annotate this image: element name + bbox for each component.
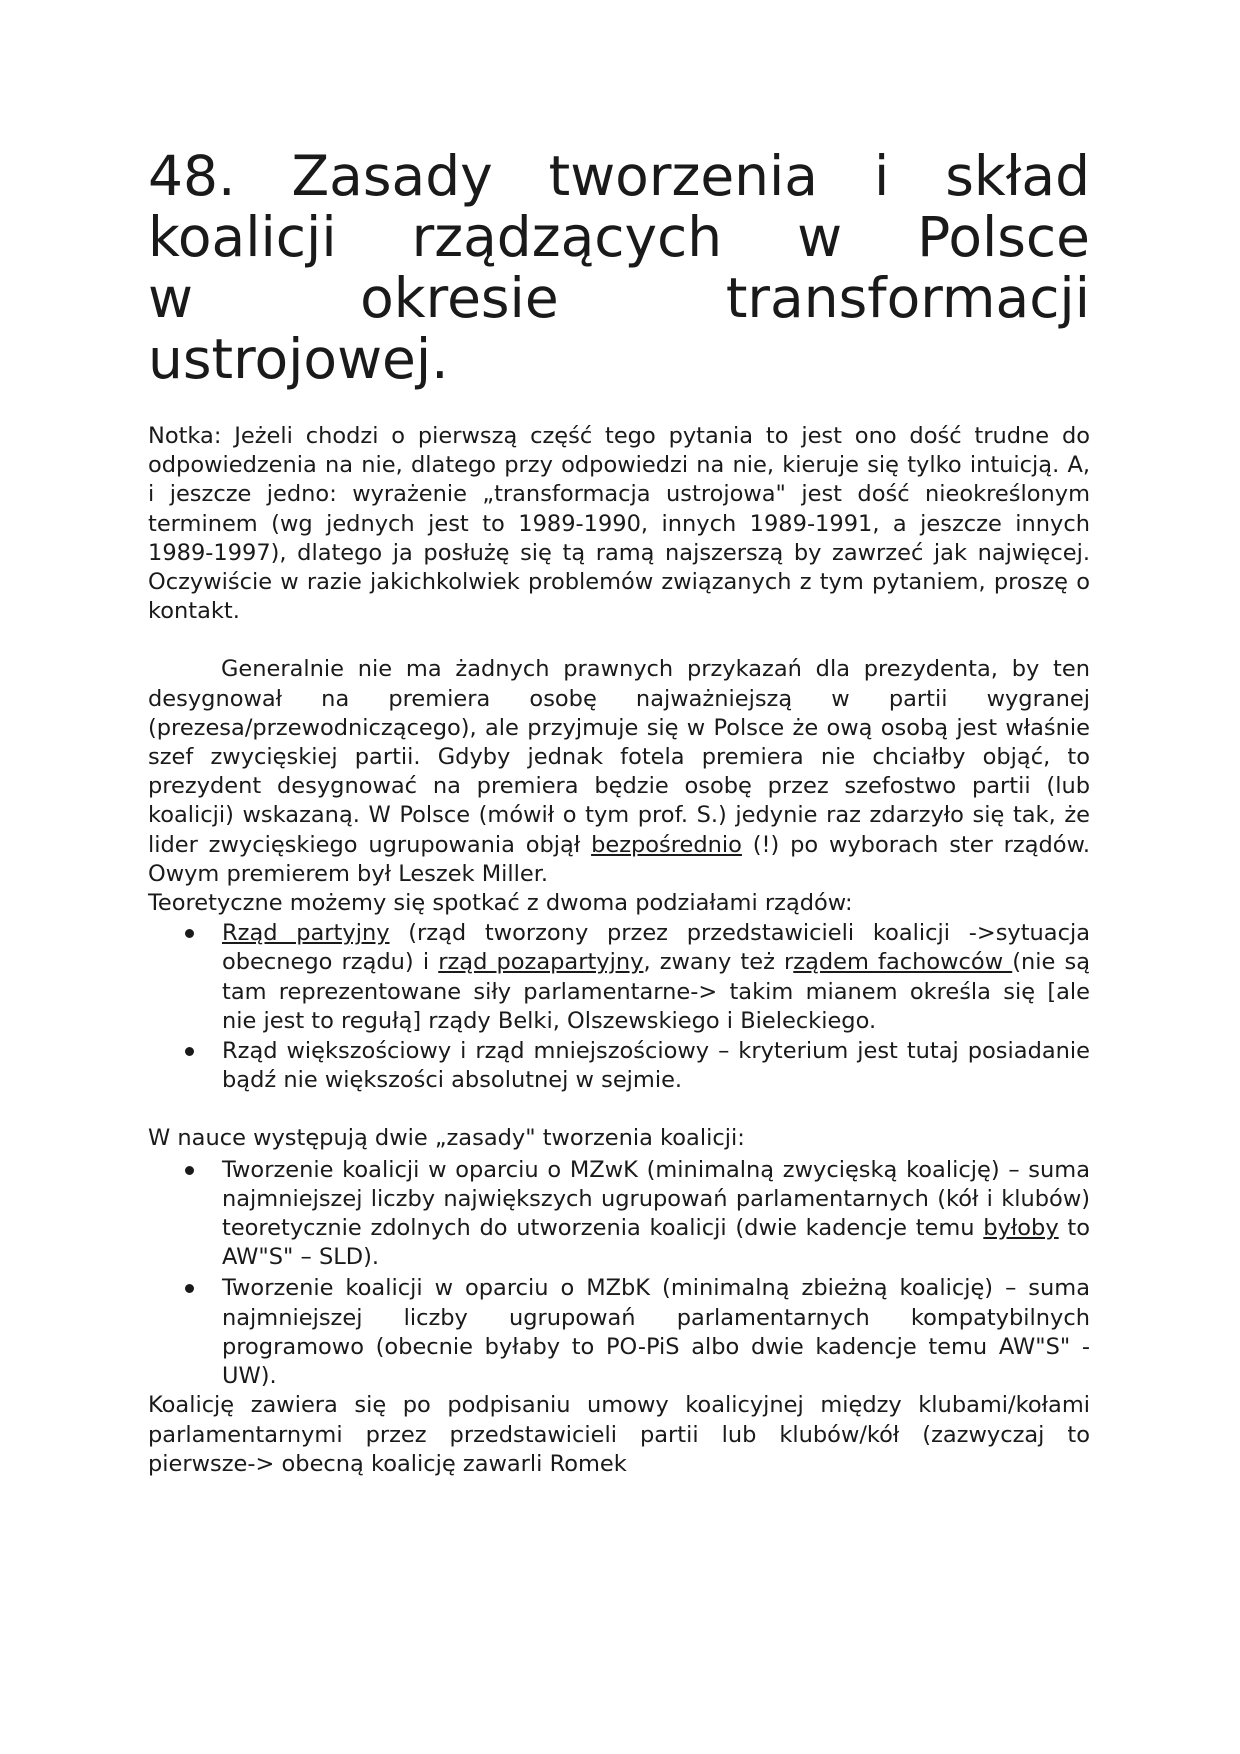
spacer xyxy=(148,1095,1090,1124)
document-page xyxy=(148,146,1090,1479)
title-line-1: 48. Zasady tworzenia i skład xyxy=(148,144,1090,208)
list-item xyxy=(222,1156,1090,1273)
list-item-text: Tworzenie koalicji w oparciu o MZwK (minimalną zwycięską koalicję) – suma najmniejszej liczby największych ugrupowań parlamentarnych (kół i klubów) teoretycznie zdolnych do utworzenia koalicji (dwie kadencje temu xyxy=(222,1156,1090,1242)
list-item-text: , zwany też r xyxy=(643,949,794,976)
list-item xyxy=(222,919,1090,1036)
title-line-2: koalicji rządzących w Polsce xyxy=(148,205,1090,269)
paragraph-president xyxy=(148,655,1090,889)
paragraph-principles: W nauce występują dwie „zasady" tworzenia koalicji: xyxy=(148,1125,745,1152)
list-item-text: (nie są tam reprezentowane siły parlamentarne-> takim mianem określa się [ale nie jest to regułą] rządy Belki, Olszewskiego i Bieleckiego. xyxy=(222,949,1091,1034)
underlined-rzad-pozapartyjny: rząd pozapartyjny xyxy=(438,949,644,976)
underlined-bezposrednio: bezpośrednio xyxy=(591,831,742,858)
paragraph-divisions: Teoretyczne możemy się spotkać z dwoma podziałami rządów: xyxy=(148,890,853,917)
title-line-4: ustrojowej. xyxy=(148,327,449,391)
list-item: Tworzenie koalicji w oparciu o MZbK (minimalną zbieżną koalicję) – suma najmniejszej liczby ugrupowań parlamentarnych kompatybilnych programowo (obecnie byłaby to PO-PiS albo dwie kadencje temu AW"S" - UW). xyxy=(222,1274,1090,1391)
paragraph-president-text-a: Generalnie nie ma żadnych prawnych przykazań dla prezydenta, by ten desygnował na premiera osobę najważniejszą w partii wygranej (prezesa/przewodniczącego), ale przyjmuje się w Polsce że ową osobą jest właśnie szef zwycięskiej partii. Gdyby jednak fotela premiera nie chciałby objąć, to prezydent desygnować na premiera będzie osobę przez szefostwo partii (lub koalicji) wskazaną. W Polsce (mówił o tym prof. S.) jedynie raz zdarzyło się tak, że lider zwycięskiego ugrupowania objął xyxy=(148,656,1090,858)
underlined-bylyby: byłoby xyxy=(983,1215,1059,1242)
note-paragraph: Notka: Jeżeli chodzi o pierwszą część tego pytania to jest ono dość trudne do odpowiedzenia na nie, dlatego przy odpowiedzi na nie, kieruje się tylko intuicją. A, i jeszcze jedno: wyrażenie „transformacja ustrojowa" jest dość nieokreślonym terminem (wg jednych jest to 1989-1990, innych 1989-1991, a jeszcze innych 1989-1997), dlatego ja posłużę się tą ramą najszerszą by zawrzeć jak najwięcej. Oczywiście w razie jakichkolwiek problemów związanych z tym pytaniem, proszę o kontakt. xyxy=(148,423,1090,625)
divisions-list xyxy=(148,919,1090,1095)
principles-list xyxy=(148,1156,1090,1392)
list-item: Rząd większościowy i rząd mniejszościowy – kryterium jest tutaj posiadanie bądź nie większości absolutnej w sejmie. xyxy=(222,1037,1090,1095)
underlined-rzadem-fachowcow: ządem fachowców xyxy=(793,949,1013,976)
title-line-3: w okresie transformacji xyxy=(148,266,1090,330)
list-item-text: to AW"S" – SLD). xyxy=(222,1215,1090,1271)
paragraph-coalition-agreement: Koalicję zawiera się po podpisaniu umowy koalicyjnej między klubami/kołami parlamentarnymi przez przedstawicieli partii lub klubów/kół (zazwyczaj to pierwsze-> obecną koalicję zawarli Romek xyxy=(148,1392,1090,1477)
paragraph-president-text-b: (!) po wyborach ster rządów. Owym premierem był Leszek Miller. xyxy=(148,831,1091,887)
list-item-text: (rząd tworzony przez przedstawicieli koalicji ->sytuacja obecnego rządu) i xyxy=(222,920,1091,976)
underlined-rzad-partyjny: Rząd partyjny xyxy=(222,920,390,947)
document-title xyxy=(148,146,1090,390)
